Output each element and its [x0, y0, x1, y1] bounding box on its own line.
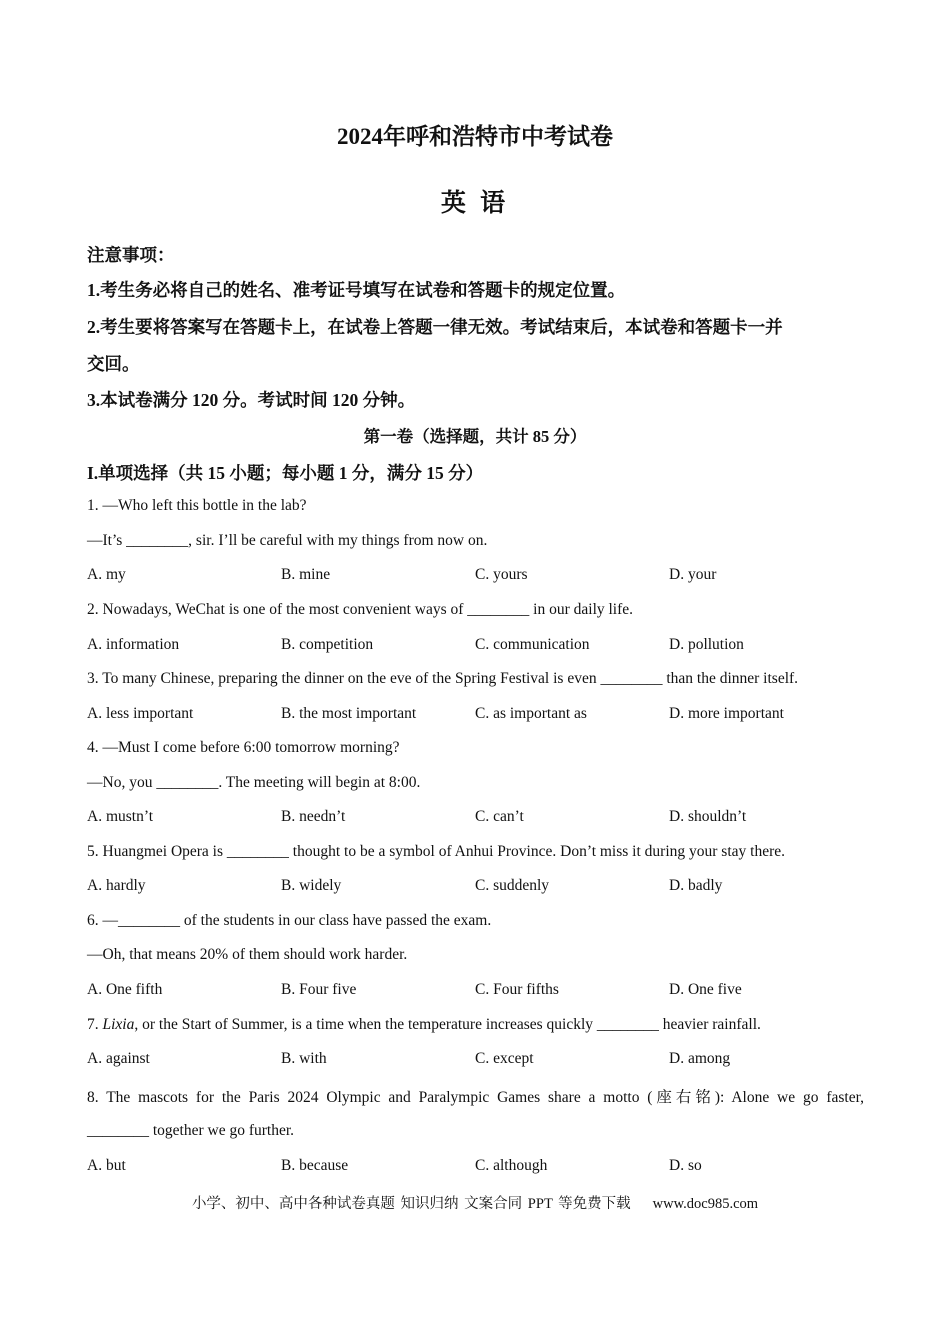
question-7-text: , or the Start of Summer, is a time when the temperature increases quickly ________ heavier rainfall.: [134, 1016, 761, 1033]
option-a: A. less important: [87, 705, 194, 722]
option-d: D. shouldn’t: [669, 808, 747, 825]
option-c: C. can’t: [475, 808, 524, 825]
option-d: D. One five: [669, 981, 742, 998]
option-c: C. as important as: [475, 705, 587, 722]
option-c: C. except: [475, 1050, 534, 1067]
question-6-response: —Oh, that means 20% of them should work harder.: [87, 946, 408, 963]
question-6-stem: 6. —________ of the students in our class have passed the exam.: [87, 912, 492, 929]
option-b: B. with: [281, 1050, 327, 1067]
option-b: B. competition: [281, 636, 374, 653]
notice-item-2: 2.考生要将答案写在答题卡上，在试卷上答题一律无效。考试结束后，本试卷和答题卡一并: [87, 317, 783, 337]
option-c: C. communication: [475, 636, 590, 653]
option-b: B. needn’t: [281, 808, 346, 825]
option-b: B. because: [281, 1157, 349, 1174]
notice-item-2-cont: 交回。: [87, 354, 140, 374]
option-c: C. yours: [475, 566, 528, 583]
question-2-options: [87, 636, 877, 656]
question-3-options: [87, 705, 877, 725]
question-6-options: [87, 981, 877, 1001]
question-5-stem: 5. Huangmei Opera is ________ thought to be a symbol of Anhui Province. Don’t miss it during your stay there.: [87, 843, 785, 860]
question-3-stem: 3. To many Chinese, preparing the dinner on the eve of the Spring Festival is even ________ than the dinner itself.: [87, 670, 799, 687]
question-7-stem: [87, 1016, 761, 1034]
option-d: D. more important: [669, 705, 784, 722]
footer-site: www.doc985.com: [652, 1196, 759, 1212]
question-8-stem: 8. The mascots for the Paris 2024 Olympic and Paralympic Games share a motto (座右铭): Alone we go faster,: [87, 1089, 864, 1106]
page-footer: [0, 1192, 950, 1213]
section1-title: I.单项选择（共 15 小题；每小题 1 分，满分 15 分）: [87, 463, 484, 483]
question-4-options: [87, 808, 877, 828]
option-d: D. badly: [669, 877, 723, 894]
option-b: B. the most important: [281, 705, 417, 722]
option-b: B. mine: [281, 566, 331, 583]
option-a: A. One fifth: [87, 981, 163, 998]
option-d: D. your: [669, 566, 717, 583]
option-a: A. information: [87, 636, 180, 653]
question-1-options: [87, 566, 877, 586]
option-b: B. Four five: [281, 981, 357, 998]
question-4-response: —No, you ________. The meeting will begin at 8:00.: [87, 774, 421, 791]
question-8-options: [87, 1157, 877, 1177]
question-7-italic-term: Lixia: [102, 1016, 135, 1033]
option-d: D. among: [669, 1050, 731, 1067]
notice-heading: 注意事项：: [87, 245, 175, 265]
question-5-options: [87, 877, 877, 897]
option-d: D. pollution: [669, 636, 744, 653]
question-8-stem-cont: ________ together we go further.: [87, 1122, 295, 1139]
option-c: C. although: [475, 1157, 548, 1174]
option-c: C. Four fifths: [475, 981, 559, 998]
option-a: A. my: [87, 566, 126, 583]
question-1-stem: 1. —Who left this bottle in the lab?: [87, 497, 307, 514]
option-d: D. so: [669, 1157, 702, 1174]
question-2-stem: 2. Nowadays, WeChat is one of the most convenient ways of ________ in our daily life.: [87, 601, 634, 618]
question-7-number: 7.: [87, 1016, 103, 1033]
option-a: A. hardly: [87, 877, 146, 894]
footer-text: 小学、初中、高中各种试卷真题 知识归纳 文案合同 PPT 等免费下载: [191, 1196, 631, 1212]
question-4-stem: 4. —Must I come before 6:00 tomorrow morning?: [87, 739, 400, 756]
option-b: B. widely: [281, 877, 342, 894]
option-c: C. suddenly: [475, 877, 550, 894]
option-a: A. but: [87, 1157, 126, 1174]
question-1-response: —It’s ________, sir. I’ll be careful with my things from now on.: [87, 532, 488, 549]
option-a: A. against: [87, 1050, 150, 1067]
question-7-options: [87, 1050, 877, 1070]
option-a: A. mustn’t: [87, 808, 154, 825]
notice-item-1: 1.考生务必将自己的姓名、准考证号填写在试卷和答题卡的规定位置。: [87, 280, 626, 300]
notice-item-3: 3.本试卷满分 120 分。考试时间 120 分钟。: [87, 390, 416, 410]
part1-title: 第一卷（选择题，共计 85 分）: [363, 427, 587, 446]
exam-title: 2024年呼和浩特市中考试卷: [337, 124, 613, 149]
subject-title: 英 语: [440, 190, 510, 217]
